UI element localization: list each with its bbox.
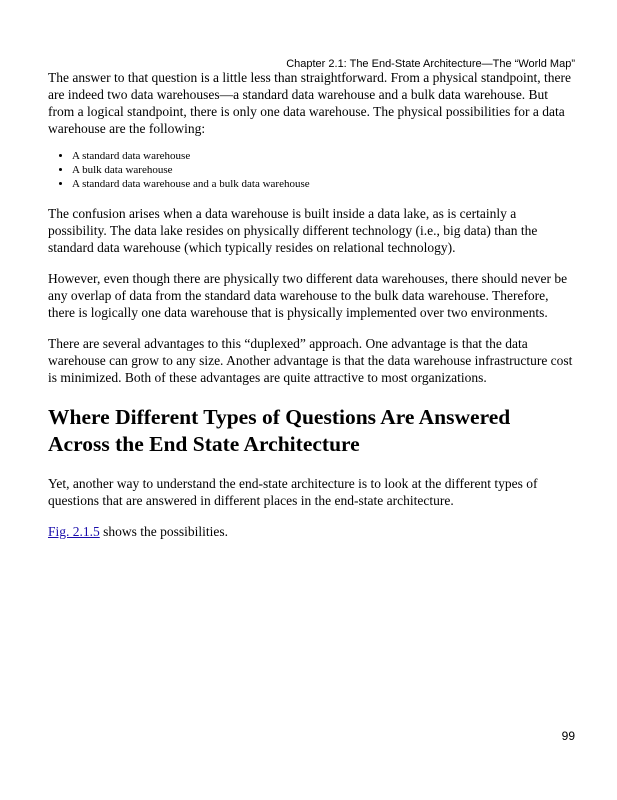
list-item: • A standard data warehouse and a bulk data warehouse	[72, 177, 576, 191]
paragraph: The confusion arises when a data warehouse is built inside a data lake, as is certainly a possibility. The data lake resides on physically different technology (i.e., big data) than the standard data warehouse (which typically resides on relational technology).	[48, 206, 538, 255]
running-header: Chapter 2.1: The End-State Architecture—The “World Map”	[286, 58, 575, 70]
figure-sentence-text: shows the possibilities.	[99, 524, 229, 539]
figure-link[interactable]: Fig. 2.1.5	[48, 524, 100, 539]
paragraph: However, even though there are physically two different data warehouses, there should never be any overlap of data from the standard data warehouse to the bulk data warehouse. Therefore, there is logically one data warehouse that is physically implemented over two environments.	[48, 271, 568, 320]
page-body	[48, 69, 576, 540]
figure-reference-sentence	[48, 523, 576, 540]
page-number: 99	[561, 729, 575, 743]
paragraph: Yet, another way to understand the end-state architecture is to look at the different types of questions that are answered in different places in the end-state architecture.	[48, 476, 538, 508]
list-item: • A bulk data warehouse	[72, 163, 576, 177]
paragraph: There are several advantages to this “duplexed” approach. One advantage is that the data warehouse can grow to any size. Another advantage is that the data warehouse infrastructure cost is minimized. Both of these advantages are quite attractive to most organizations.	[48, 336, 573, 385]
bullet-list	[48, 149, 576, 191]
list-item: • A standard data warehouse	[72, 149, 576, 163]
paragraph: The answer to that question is a little less than straightforward. From a physical standpoint, there are indeed two data warehouses—a standard data warehouse and a bulk data warehouse. But from a logical standpoint, there is only one data warehouse. The physical possibilities for a data warehouse are the following:	[48, 70, 572, 136]
section-heading: Where Different Types of Questions Are Answered Across the End State Architecture	[48, 405, 511, 456]
